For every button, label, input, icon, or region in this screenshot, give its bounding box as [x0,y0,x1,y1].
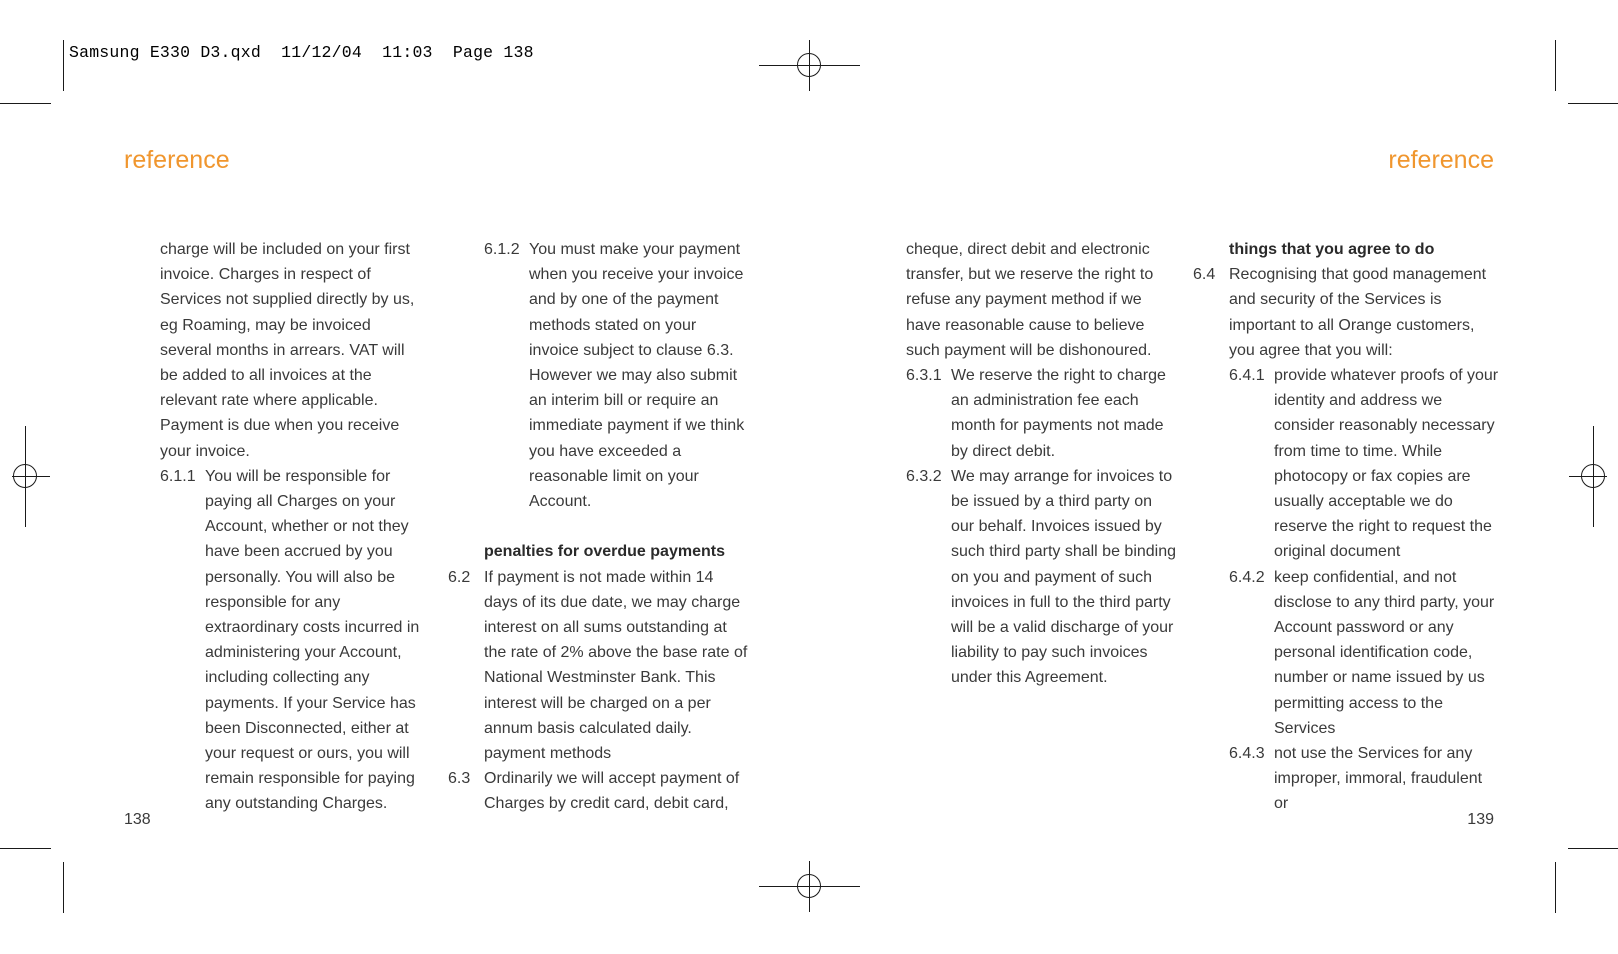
slug-line: Samsung E330 D3.qxd 11/12/04 11:03 Page 138 [69,43,534,62]
left-column-2 [448,237,750,817]
clause-number: 6.2 [448,568,471,586]
clause-text: provide whatever proofs of your identity and address we consider reasonably necessary from time to time. While photocopy or fax copies are usually acceptable we do reserve the right to request the original document [1274,367,1499,561]
clause-6-3-2 [906,464,1178,691]
clause-6-4 [1193,262,1499,363]
clause-text: We reserve the right to charge an administration fee each month for payments not made by direct debit. [951,367,1166,460]
subheading-payment-methods: payment methods [484,745,612,763]
clause-number: 6.1.1 [160,467,196,485]
clause-text: We may arrange for invoices to be issued by a third party on our behalf. Invoices issued by such third party shall be binding on you and payment of such invoices in full to the third party will be a valid discharge of your liability to pay such invoices under this Agreement. [951,467,1177,687]
clause-number: 6.4 [1193,266,1216,284]
clause-6-3 [448,766,750,816]
clause-text: If payment is not made within 14 days of its due date, we may charge interest on all sums outstanding at the rate of 2% above the base rate of National Westminster Bank. This interest will be charged on a per annum basis calculated daily. [484,568,748,737]
clause-text: keep confidential, and not disclose to any third party, your Account password or any personal identification code, number or name issued by us permitting access to the Services [1274,568,1495,737]
right-page-number: 139 [1467,811,1494,828]
clause-number: 6.4.1 [1229,367,1265,385]
clause-number: 6.1.2 [484,241,520,258]
clause-text: You will be responsible for paying all Charges on your Account, whether or not they have been accrued by you personally. You will also be responsible for any extraordinary costs incurred in administering your Account, including collecting any payments. If your Service has been Disconnected, either at your request or ours, you will remain responsible for paying any outstanding Charges. [205,467,420,813]
clause-text: Recognising that good management and security of the Services is important to all Orange customers, you agree that you will: [1229,266,1487,359]
right-section-title: reference [1388,146,1494,174]
col3-intro: cheque, direct debit and electronic transfer, but we reserve the right to refuse any payment method if we have reasonable cause to believe such payment will be dishonoured. [906,241,1154,359]
clause-number: 6.4.3 [1229,745,1265,763]
clause-text: You must make your payment when you receive your invoice and by one of the payment methods stated on your invoice subject to clause 6.3. However we may also submit an interim bill or require an immediate payment if we think you have exceeded a reasonable limit on your Account. [529,241,745,511]
clause-number: 6.4.2 [1229,568,1265,586]
left-section-title: reference [124,146,230,174]
clause-6-4-1 [1193,363,1499,565]
heading-agree: things that you agree to do [1229,241,1435,258]
clause-number: 6.3 [448,770,471,788]
left-page-number: 138 [124,811,151,828]
heading-penalties: penalties for overdue payments [484,543,725,561]
clause-number: 6.3.1 [906,367,942,385]
clause-6-1-2 [448,237,750,514]
clause-6-4-2 [1193,565,1499,741]
left-column-1 [160,237,422,817]
clause-6-4-3 [1193,741,1499,817]
col1-intro: charge will be included on your first invoice. Charges in respect of Services not supplied directly by us, eg Roaming, may be invoiced several months in arrears. VAT will be added to all invoices at the relevant rate where applicable. Payment is due when you receive your invoice. [160,241,415,460]
clause-text: Ordinarily we will accept payment of Charges by credit card, debit card, [484,770,740,813]
right-column-1 [906,237,1178,691]
clause-number: 6.3.2 [906,467,942,485]
clause-6-2 [448,565,750,741]
clause-6-3-1 [906,363,1178,464]
clause-text: not use the Services for any improper, immoral, fraudulent or [1274,745,1483,813]
clause-6-1-1 [160,464,422,817]
right-column-2 [1193,237,1499,817]
